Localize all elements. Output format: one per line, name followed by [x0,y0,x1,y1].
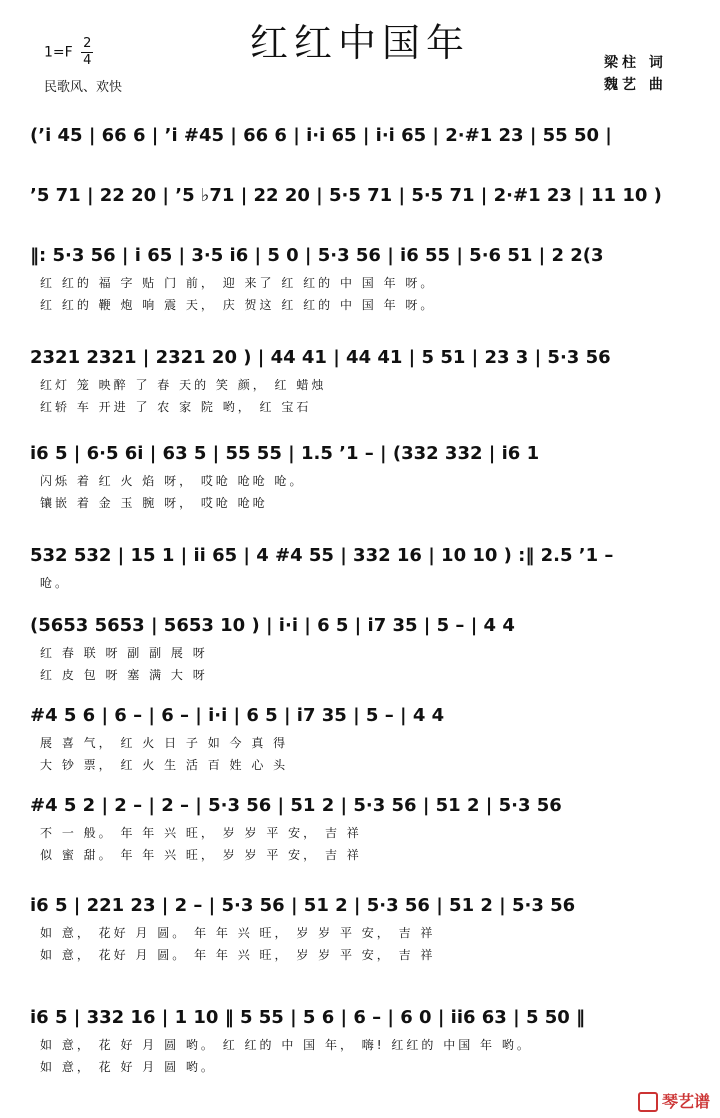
score-system [30,788,694,868]
watermark-text: 琴艺谱 [661,1091,710,1111]
lyric-line: 镶嵌 着 金 玉 腕 呀， 哎呛 呛呛 [40,496,268,510]
key-label: 1=F [44,44,73,61]
score-system [30,698,694,778]
lyricist-credit: 梁柱 词 [604,55,667,71]
lyric-line: 如 意， 花好 月 圆。 年 年 兴 旺， 岁 岁 平 安， 吉 祥 [40,926,436,940]
watermark-logo [638,1089,710,1113]
lyric-line: 红轿 车 开进 了 农 家 院 哟， 红 宝石 [40,400,312,414]
lyric-line: 呛。 [40,576,71,590]
lyric-line: 红 皮 包 呀 塞 满 大 呀 [40,668,208,682]
score-system [30,1000,694,1080]
notation-line: #4 5 6 | 6 – | 6 – | i·i | 6 5 | i7 35 | 5 – | 4 4 [30,705,445,726]
logo-icon [638,1092,658,1112]
score-system [30,178,694,214]
lyric-line: 红 春 联 呀 副 副 展 呀 [40,646,208,660]
lyric-line: 不 一 般。 年 年 兴 旺， 岁 岁 平 安， 吉 祥 [40,826,362,840]
time-denominator: 4 [83,53,92,68]
style-marking: 民歌风、欢快 [44,80,123,95]
score-system [30,888,694,968]
lyric-line: 大 钞 票， 红 火 生 活 百 姓 心 头 [40,758,289,772]
song-title: 红红中国年 [249,21,470,65]
key-signature [44,36,93,69]
score-system [30,436,694,516]
lyric-line: 红 红的 鞭 炮 响 震 天， 庆 贺这 红 红的 中 国 年 呀。 [40,298,436,312]
notation-line: #4 5 2 | 2 – | 2 – | 5·3 56 | 51 2 | 5·3 56 | 51 2 | 5·3 56 [30,795,562,816]
lyric-line: 红 红的 福 字 贴 门 前， 迎 来了 红 红的 中 国 年 呀。 [40,276,436,290]
time-signature [81,36,93,69]
notation-line: ʼ5 71 | 22 20 | ʼ5 ♭71 | 22 20 | 5·5 71 | 5·5 71 | 2·#1 23 | 11 10 ) [30,185,662,206]
notation-line: (ʼi 45 | 66 6 | ʼi #45 | 66 6 | i·i 65 | i·i 65 | 2·#1 23 | 55 50 | [30,125,612,146]
lyric-line: 如 意， 花好 月 圆。 年 年 兴 旺， 岁 岁 平 安， 吉 祥 [40,948,436,962]
notation-line: i6 5 | 221 23 | 2 – | 5·3 56 | 51 2 | 5·3 56 | 51 2 | 5·3 56 [30,895,576,916]
notation-line: ‖: 5·3 56 | i 65 | 3·5 i6 | 5 0 | 5·3 56 | i6 55 | 5·6 51 | 2 2(3 [30,245,604,266]
lyric-line: 展 喜 气， 红 火 日 子 如 今 真 得 [40,736,289,750]
score-system [30,238,694,318]
notation-line: i6 5 | 6·5 6i | 63 5 | 55 55 | 1.5 ʼ1 – | (332 332 | i6 1 [30,443,540,464]
lyric-line: 红灯 笼 映醉 了 春 天的 笑 颜， 红 蜡烛 [40,378,327,392]
composer-credit: 魏艺 曲 [604,77,667,93]
notation-line: 2321 2321 | 2321 20 ) | 44 41 | 44 41 | 5 51 | 23 3 | 5·3 56 [30,347,611,368]
lyric-line: 如 意， 花 好 月 圆 哟。 红 红的 中 国 年， 嗨! 红红的 中国 年 哟。 [40,1038,532,1052]
notation-line: 532 532 | 15 1 | ii 65 | 4 #4 55 | 332 16 | 10 10 ) :‖ 2.5 ʼ1 – [30,545,614,566]
time-numerator: 2 [83,36,92,51]
score-system [30,340,694,420]
notation-line: i6 5 | 332 16 | 1 10 ‖ 5 55 | 5 6 | 6 – | 6 0 | ii6 63 | 5 50 ‖ [30,1007,586,1028]
lyric-line: 似 蜜 甜。 年 年 兴 旺， 岁 岁 平 安， 吉 祥 [40,848,362,862]
score-system [30,608,694,688]
lyric-line: 如 意， 花 好 月 圆 哟。 [40,1060,216,1074]
score-system [30,118,694,154]
score-system [30,538,694,596]
lyric-line: 闪烁 着 红 火 焰 呀， 哎呛 呛呛 呛。 [40,474,305,488]
notation-line: (5653 5653 | 5653 10 ) | i·i | 6 5 | i7 35 | 5 – | 4 4 [30,615,515,636]
